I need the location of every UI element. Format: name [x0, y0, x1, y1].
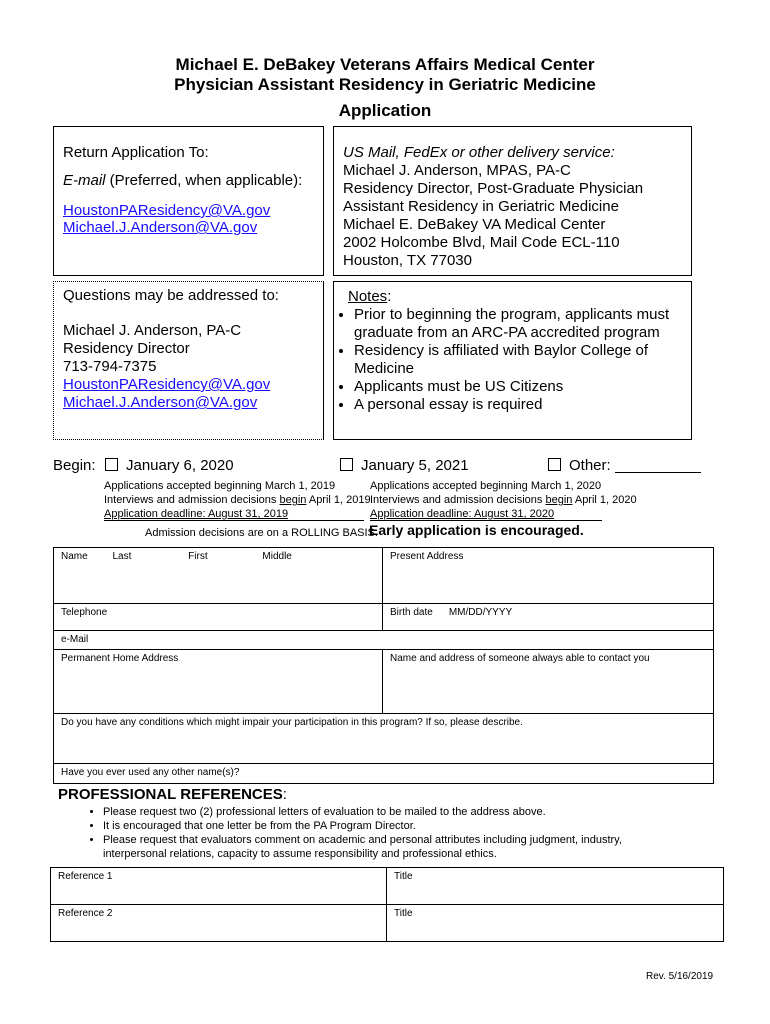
name-label: Name [61, 551, 88, 562]
mail-line: Residency Director, Post-Graduate Physician [343, 180, 644, 197]
reference-2-title-cell[interactable] [387, 905, 724, 942]
note-item: • Residency is affiliated with Baylor College of Medicine [354, 342, 679, 378]
permanent-address-label: Permanent Home Address [61, 653, 179, 664]
col1-rule [104, 520, 364, 521]
header-line-1: Michael E. DeBakey Veterans Affairs Medical Center [175, 55, 595, 74]
reference-instruction: • Please request two (2) professional letters of evaluation to be mailed to the address above. [103, 805, 673, 819]
mail-line: Assistant Residency in Geriatric Medicine [343, 198, 619, 215]
begin-option-2021[interactable]: January 5, 2021 [340, 457, 469, 475]
email-label: e-Mail [61, 634, 89, 645]
notes-heading: Notes: [348, 288, 392, 305]
note-item: • Prior to beginning the program, applicants must graduate from an ARC-PA accredited program [354, 306, 679, 342]
col1-interviews: Interviews and admission decisions begin April 1, 2019 [104, 494, 371, 506]
email-cell[interactable] [54, 631, 714, 650]
applicant-info-table [53, 547, 714, 784]
contact-role: Residency Director [63, 340, 190, 357]
begin-option-other[interactable]: Other: [548, 457, 701, 475]
checkbox-2021[interactable] [340, 458, 353, 471]
emergency-contact-label: Name and address of someone always able to contact you [390, 653, 650, 664]
begin-label: Begin: [53, 457, 96, 474]
email-link-director[interactable]: Michael.J.Anderson@VA.gov [63, 219, 258, 236]
reference-2-label: Reference 2 [58, 908, 113, 919]
conditions-cell[interactable] [54, 714, 714, 764]
other-names-label: Have you ever used any other name(s)? [61, 767, 240, 778]
email-preferred-label: E-mail (Preferred, when applicable): [63, 172, 303, 189]
early-application-note: Early application is encouraged. [369, 522, 584, 538]
questions-heading: Questions may be addressed to: [63, 287, 279, 304]
mail-address-box [333, 126, 692, 276]
contact-email-residency[interactable]: HoustonPAResidency@VA.gov [63, 376, 271, 393]
note-item: • Applicants must be US Citizens [354, 378, 679, 396]
telephone-cell[interactable] [54, 604, 383, 631]
return-heading: Return Application To: [63, 144, 209, 161]
reference-1-cell[interactable] [51, 868, 387, 905]
mail-line: Houston, TX 77030 [343, 252, 472, 269]
col2-accepted: Applications accepted beginning March 1, 2020 [370, 480, 602, 492]
col2-deadline: Application deadline: August 31, 2020 [370, 508, 555, 520]
other-names-cell[interactable] [54, 764, 714, 784]
col2-rule [370, 520, 602, 521]
reference-1-label: Reference 1 [58, 871, 113, 882]
page-title: Application [338, 101, 432, 120]
birth-date-cell[interactable] [383, 604, 714, 631]
other-blank-line[interactable] [615, 458, 701, 473]
references-heading: PROFESSIONAL REFERENCES: [58, 786, 287, 803]
col1-accepted: Applications accepted beginning March 1, 2019 [104, 480, 336, 492]
mail-line: 2002 Holcombe Blvd, Mail Code ECL-110 [343, 234, 620, 251]
reference-2-cell[interactable] [51, 905, 387, 942]
revision-date: Rev. 5/16/2019 [646, 971, 714, 982]
reference-1-title-cell[interactable] [387, 868, 724, 905]
note-item: • A personal essay is required [354, 396, 679, 414]
checkbox-other[interactable] [548, 458, 561, 471]
telephone-label: Telephone [61, 607, 108, 618]
return-application-box [53, 126, 324, 276]
title-label: Title [394, 908, 413, 919]
notes-list [334, 306, 679, 414]
questions-box [53, 281, 324, 440]
references-table [50, 867, 724, 942]
reference-instruction: • Please request that evaluators comment on academic and personal attributes including judgment, industry, interpersonal relations, capacity to assume responsibility and professional ethics. [103, 833, 673, 861]
last-label: Last [112, 551, 132, 562]
email-link-residency[interactable]: HoustonPAResidency@VA.gov [63, 202, 271, 219]
references-list [83, 805, 673, 861]
contact-name: Michael J. Anderson, PA-C [63, 322, 242, 339]
contact-email-director[interactable]: Michael.J.Anderson@VA.gov [63, 394, 258, 411]
rolling-basis-note: Admission decisions are on a ROLLING BASIS. [145, 527, 378, 539]
title-label: Title [394, 871, 413, 882]
emergency-contact-cell[interactable] [383, 650, 714, 714]
header-line-2: Physician Assistant Residency in Geriatric Medicine [174, 75, 596, 94]
present-address-cell[interactable] [383, 548, 714, 604]
mail-line: Michael J. Anderson, MPAS, PA-C [343, 162, 571, 179]
checkbox-2020[interactable] [105, 458, 118, 471]
conditions-label: Do you have any conditions which might impair your participation in this program? If so, please describe. [61, 717, 523, 728]
first-label: First [188, 551, 208, 562]
mail-line: Michael E. DeBakey VA Medical Center [343, 216, 606, 233]
permanent-address-cell[interactable] [54, 650, 383, 714]
name-cell[interactable] [54, 548, 383, 604]
middle-label: Middle [262, 551, 292, 562]
begin-option-2020[interactable]: January 6, 2020 [105, 457, 234, 475]
notes-box [333, 281, 692, 440]
col1-deadline: Application deadline: August 31, 2019 [104, 508, 289, 520]
col2-interviews: Interviews and admission decisions begin April 1, 2020 [370, 494, 637, 506]
contact-phone: 713-794-7375 [63, 358, 157, 375]
present-address-label: Present Address [390, 551, 464, 562]
mail-heading: US Mail, FedEx or other delivery service: [343, 144, 615, 161]
reference-instruction: • It is encouraged that one letter be from the PA Program Director. [103, 819, 673, 833]
birth-date-format: MM/DD/YYYY [448, 607, 513, 618]
birth-date-label: Birth date [390, 607, 433, 618]
